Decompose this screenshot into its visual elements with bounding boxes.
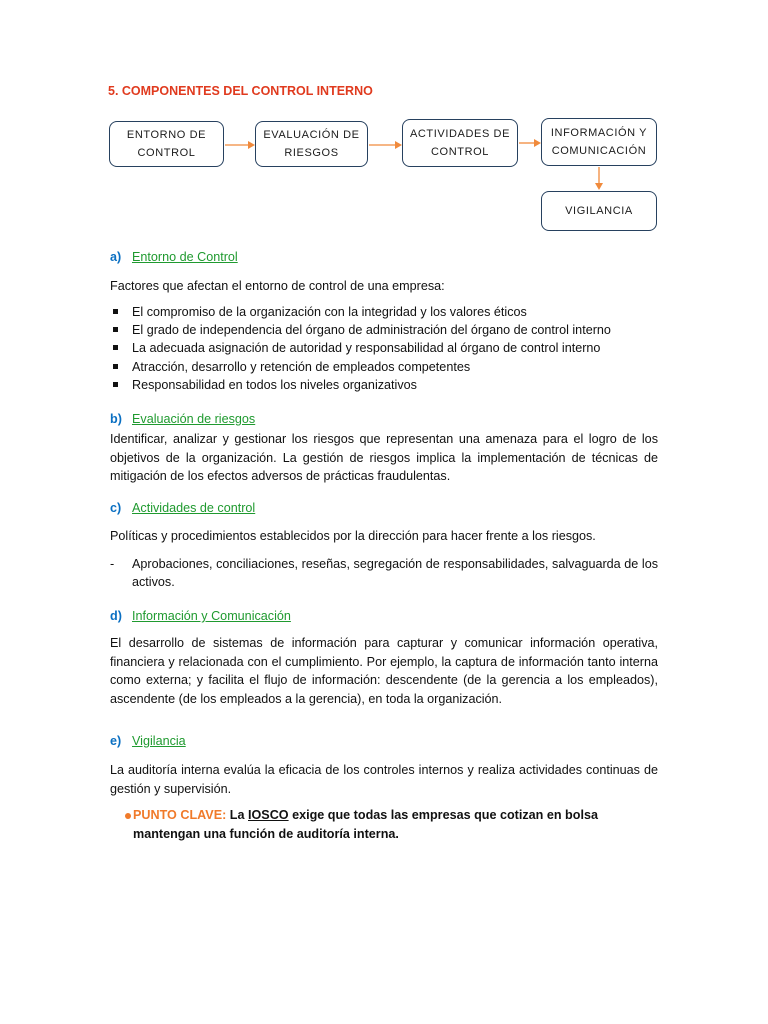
box-evaluacion-riesgos: EVALUACIÓN DE RIESGOS <box>255 121 368 167</box>
key-point-label: PUNTO CLAVE: <box>133 808 227 822</box>
iosco-link: IOSCO <box>248 808 289 822</box>
list-item: Responsabilidad en todos los niveles organizativos <box>110 376 670 394</box>
box-actividades-control: ACTIVIDADES DE CONTROL <box>402 119 518 167</box>
arrow-1-icon <box>224 139 256 151</box>
section-e-heading: e) Vigilancia <box>110 734 186 748</box>
box-entorno-control: ENTORNO DE CONTROL <box>109 121 224 167</box>
list-item: Atracción, desarrollo y retención de empleados competentes <box>110 358 670 376</box>
section-a-heading: a) Entorno de Control <box>110 250 238 264</box>
section-c-text: Políticas y procedimientos establecidos por la dirección para hacer frente a los riesgos. <box>110 529 596 543</box>
box-vigilancia: VIGILANCIA <box>541 191 657 231</box>
section-e-text: La auditoría interna evalúa la eficacia de los controles internos y realiza actividades continuas de gestión y supervisión. <box>110 763 658 796</box>
section-d-text: El desarrollo de sistemas de información para capturar y comunicar información operativa, financiera y relacionada con el cumplimiento. Por ejemplo, la captura de información tanto interna como externa; y facilita el flujo de información: descendente (de la gerencia a los empleados), ascendente (de los empleados a la gerencia), en toda la organización. <box>110 636 658 706</box>
section-c-dash-item: - Aprobaciones, conciliaciones, reseñas, segregación de responsabilidades, salvaguarda de los activos. <box>110 557 658 589</box>
section-d-heading: d) Información y Comunicación <box>110 609 291 623</box>
list-item: El grado de independencia del órgano de administración del órgano de control interno <box>110 321 670 339</box>
list-item: El compromiso de la organización con la integridad y los valores éticos <box>110 303 670 321</box>
arrow-4-icon <box>593 166 605 191</box>
list-item: La adecuada asignación de autoridad y responsabilidad al órgano de control interno <box>110 339 670 357</box>
section-b-text: Identificar, analizar y gestionar los riesgos que representan una amenaza para el logro de los objetivos de la organización. La gestión de riesgos implica la implementación de técnicas de mitigación de los efectos adversos de prácticas fraudulentas. <box>110 432 658 483</box>
section-a-intro: Factores que afectan el entorno de control de una empresa: <box>110 279 445 293</box>
box-informacion-comunicacion: INFORMACIÓN Y COMUNICACIÓN <box>541 118 657 166</box>
bullet-dot-icon <box>125 813 131 819</box>
key-point: PUNTO CLAVE: La IOSCO exige que todas las empresas que cotizan en bolsa mantengan una función de auditoría interna. <box>133 806 663 843</box>
arrow-2-icon <box>368 139 403 151</box>
page-title: 5. COMPONENTES DEL CONTROL INTERNO <box>108 84 373 98</box>
arrow-3-icon <box>518 137 542 149</box>
section-a-list <box>110 303 670 394</box>
section-b-heading: b) Evaluación de riesgos <box>110 412 256 426</box>
section-c-heading: c) Actividades de control <box>110 501 256 515</box>
